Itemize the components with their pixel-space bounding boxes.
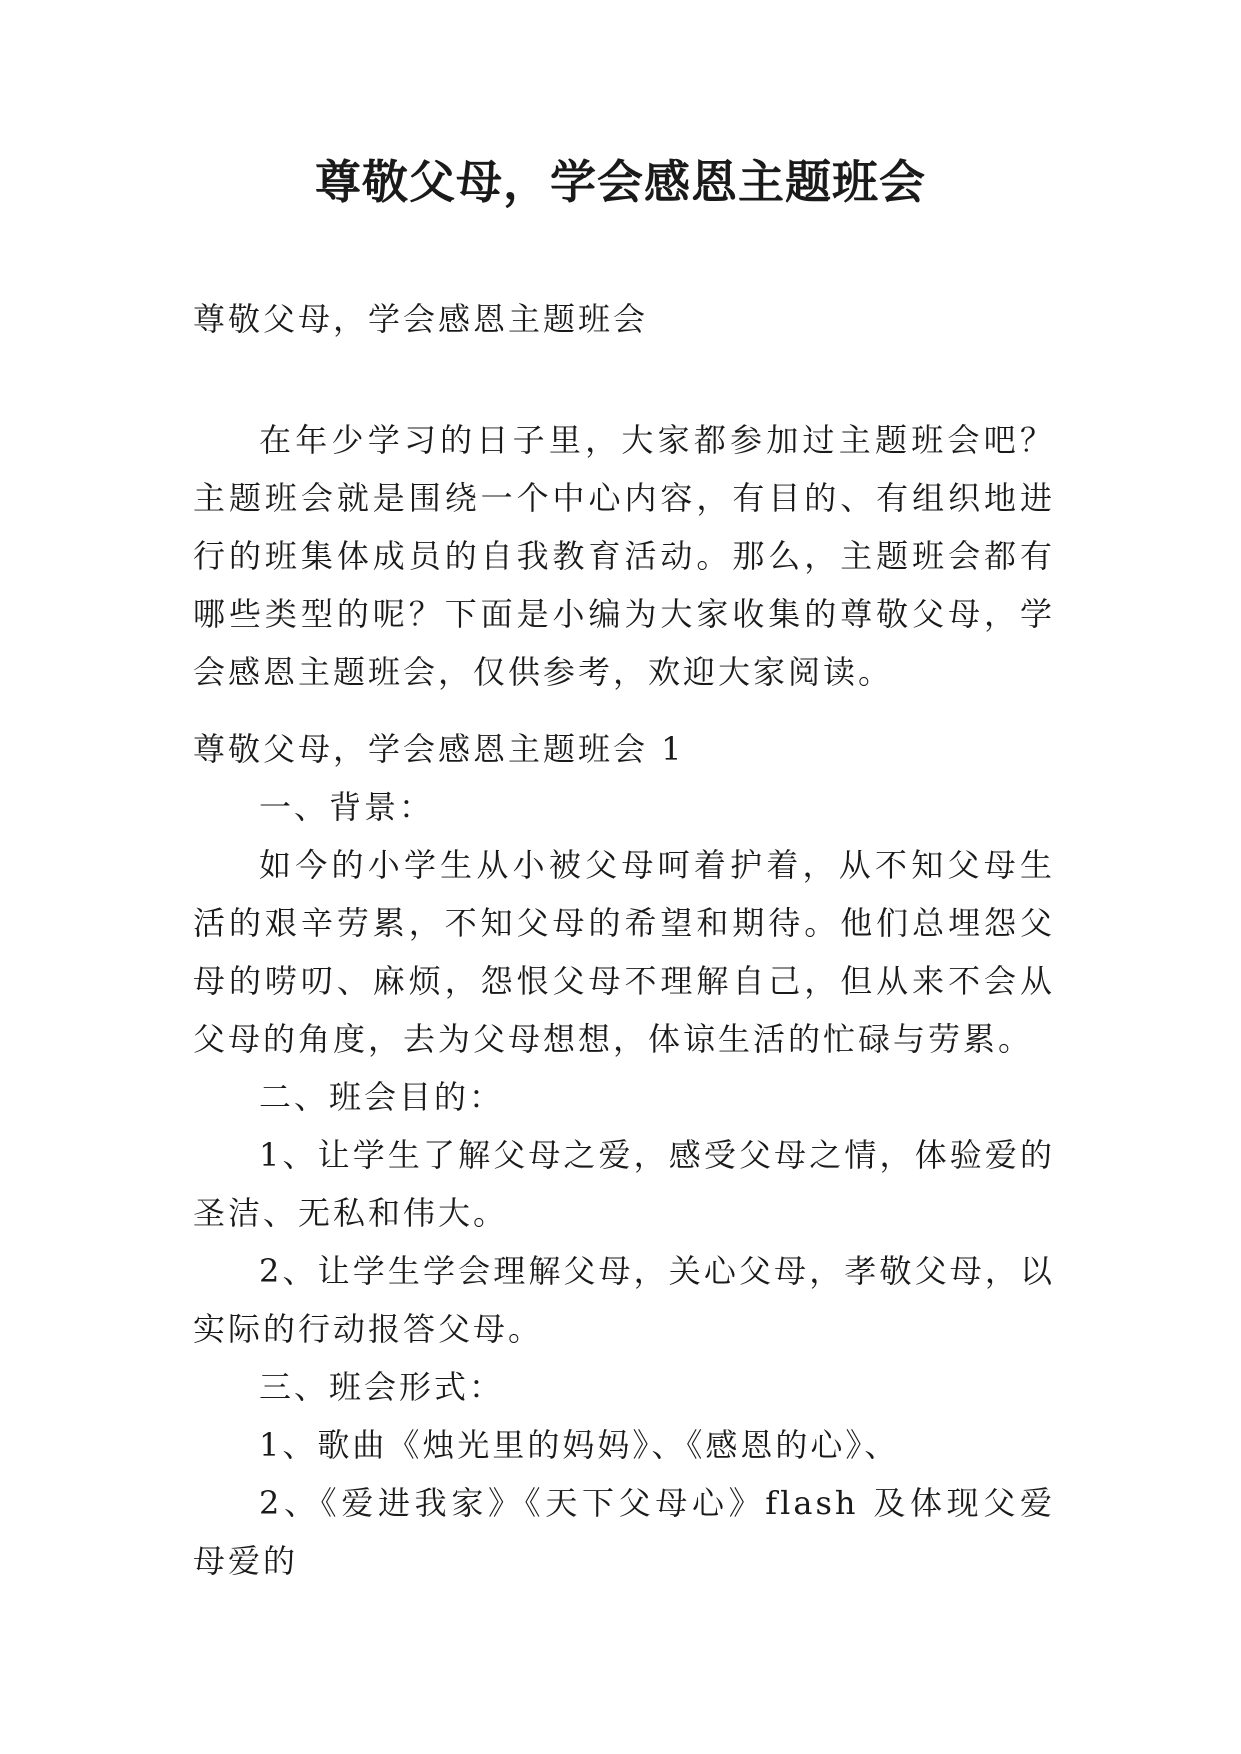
- goal-item-2: 2、让学生学会理解父母，关心父母，孝敬父母，以实际的行动报答父母。: [193, 1252, 1055, 1348]
- subtitle-text: 尊敬父母，学会感恩主题班会: [193, 300, 649, 338]
- intro-paragraph: 在年少学习的日子里，大家都参加过主题班会吧？主题班会就是围绕一个中心内容，有目的、有组织地进行的班集体成员的自我教育活动。那么，主题班会都有哪些类型的呢？下面是小编为大家收集的尊敬父母，学会感恩主题班会，仅供参考，欢迎大家阅读。: [193, 421, 1055, 691]
- form-heading: 三、班会形式：: [259, 1368, 505, 1406]
- form-item-1: 1、歌曲《烛光里的妈妈》、《感恩的心》、: [259, 1426, 900, 1464]
- section-title: 尊敬父母，学会感恩主题班会 1: [193, 730, 685, 768]
- background-heading: 一、背景：: [259, 788, 435, 826]
- document-title: 尊敬父母，学会感恩主题班会: [315, 155, 926, 209]
- goal-heading: 二、班会目的：: [259, 1078, 505, 1116]
- form-item-2: 2、《爱进我家》《天下父母心》flash 及体现父爱母爱的: [193, 1484, 1055, 1580]
- goal-item-1: 1、让学生了解父母之爱，感受父母之情，体验爱的圣洁、无私和伟大。: [193, 1136, 1055, 1232]
- main-section: [193, 720, 1055, 1590]
- document-subtitle: [193, 290, 1055, 348]
- intro-section: [193, 411, 1055, 701]
- background-paragraph: 如今的小学生从小被父母呵着护着，从不知父母生活的艰辛劳累，不知父母的希望和期待。他们总埋怨父母的唠叨、麻烦，怨恨父母不理解自己，但从来不会从父母的角度，去为父母想想，体谅生活的忙碌与劳累。: [193, 846, 1055, 1058]
